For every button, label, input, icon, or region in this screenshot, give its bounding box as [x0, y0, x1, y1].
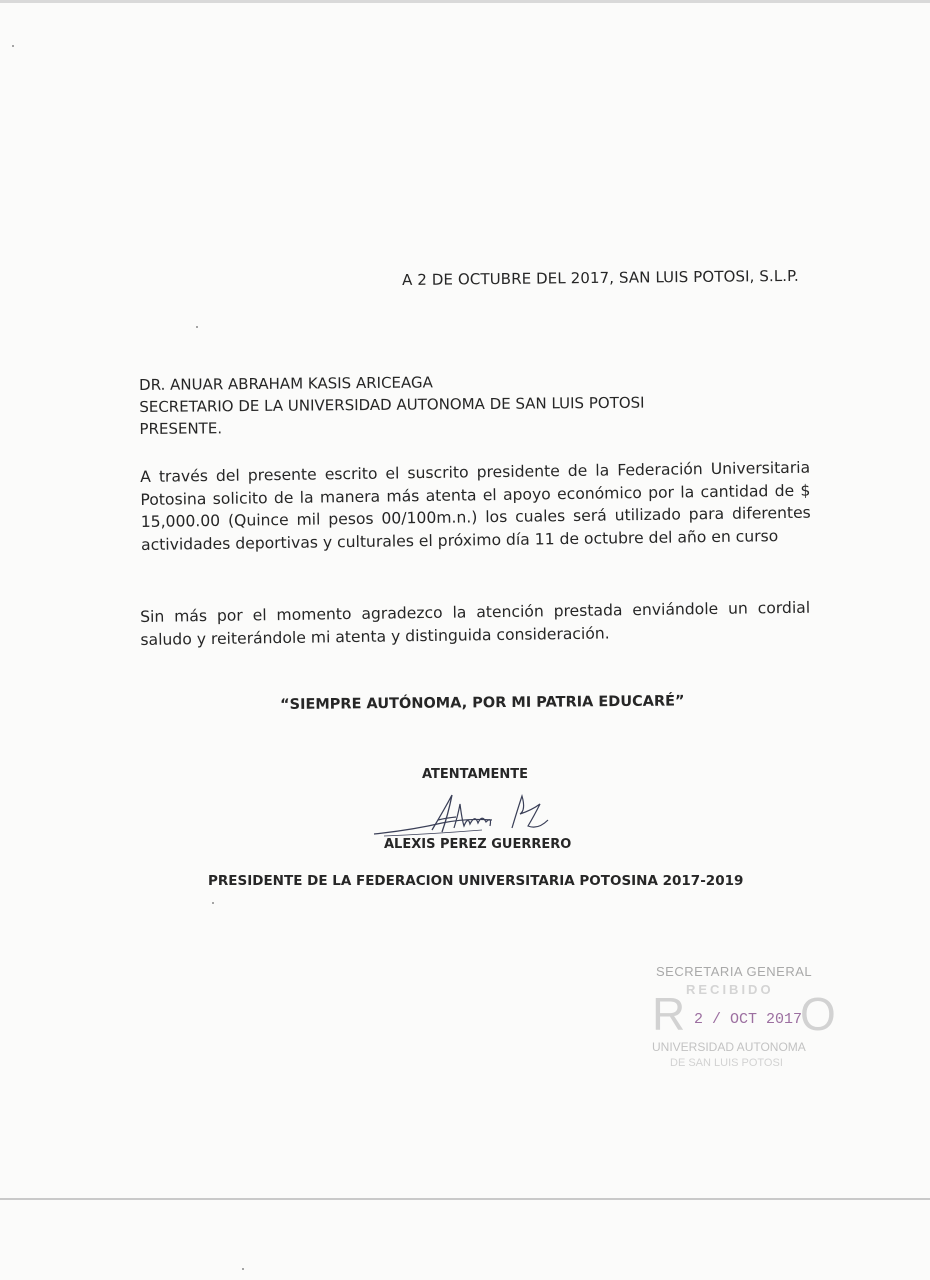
stamp-big-o: O [800, 988, 836, 1040]
recipient-name: DR. ANUAR ABRAHAM KASIS ARICEAGA [139, 373, 433, 394]
recipient-salutation: PRESENTE. [139, 419, 223, 438]
stamp-date: 2 / OCT 2017 [694, 1011, 803, 1028]
recipient-position: SECRETARIO DE LA UNIVERSIDAD AUTONOMA DE SAN LUIS POTOSI [139, 393, 645, 416]
recipient-block [139, 370, 645, 440]
university-motto: “SIEMPRE AUTÓNOMA, POR MI PATRIA EDUCARÉ” [280, 693, 685, 713]
stamp-line-4: DE SAN LUIS POTOSI [670, 1057, 783, 1069]
stamp-line-2: RECIBIDO [686, 982, 774, 997]
paper-speck [196, 326, 198, 328]
body-paragraph-2: Sin más por el momento agradezco la atención prestada enviándole un cordial saludo y reiterándole mi atenta y distinguida consideración. [140, 598, 811, 649]
signer-title: PRESIDENTE DE LA FEDERACION UNIVERSITARIA POTOSINA 2017-2019 [208, 873, 744, 889]
paper-speck [12, 45, 14, 47]
paper-speck [242, 1268, 244, 1270]
date-line: A 2 DE OCTUBRE DEL 2017, SAN LUIS POTOSI, S.L.P. [402, 266, 799, 289]
stamp-big-r: R [652, 988, 686, 1040]
handwritten-signature [372, 790, 562, 840]
body-paragraph-1: A través del presente escrito el suscrito presidente de la Federación Universitaria Potosina solicito de la manera más atenta el apoyo económico por la cantidad de $ 15,000.00 (Quince mil pesos 00/100m.n.) los cuales será utilizado para diferentes actividades deportivas y culturales el próximo día 11 de octubre del año en curso [140, 458, 811, 554]
paper-speck [212, 902, 214, 904]
received-stamp [650, 960, 836, 1070]
signer-name: ALEXIS PEREZ GUERRERO [384, 837, 572, 852]
stamp-line-1: SECRETARIA GENERAL [656, 964, 813, 979]
bottom-edge-line [0, 1198, 930, 1200]
top-edge-line [0, 0, 930, 3]
stamp-line-3: UNIVERSIDAD AUTONOMA [652, 1040, 806, 1054]
closing-word: ATENTAMENTE [422, 767, 529, 782]
